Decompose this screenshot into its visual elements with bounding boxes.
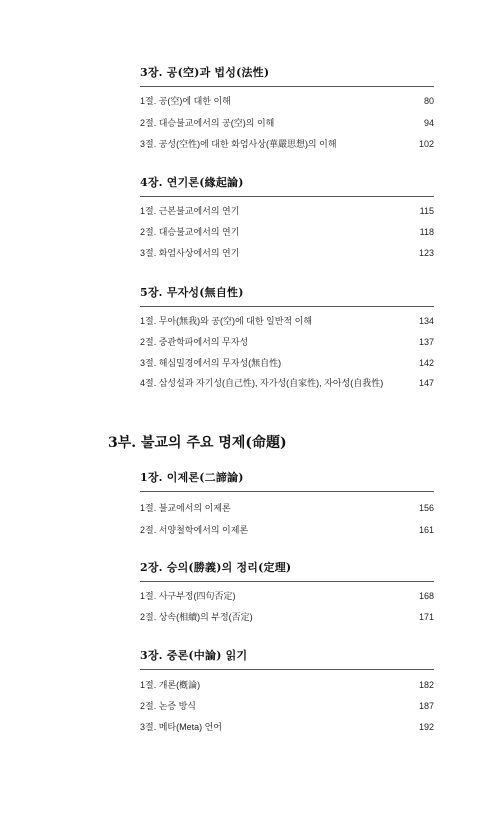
entry-title: 3절. 메타(Meta) 언어 <box>140 722 222 732</box>
chapter-title: 5장. 무자성(無自性) <box>140 286 244 299</box>
entry-title: 2절. 논증 방식 <box>140 701 196 711</box>
entry-page: 161 <box>418 525 434 535</box>
entry-page: 147 <box>418 378 434 388</box>
entry-title: 3절. 해심밀경에서의 무자성(無自性) <box>140 358 282 368</box>
chapter-title: 2장. 승의(勝義)의 정리(定理) <box>140 561 292 574</box>
entry-title: 1절. 근본불교에서의 연기 <box>140 206 240 216</box>
entry-title: 3절. 화엄사상에서의 연기 <box>140 248 240 258</box>
entry-title: 2절. 대승불교에서의 연기 <box>140 227 240 237</box>
entry-page: 118 <box>419 227 434 237</box>
entry-page: 192 <box>418 722 434 732</box>
chapter-title: 3장. 공(空)과 법성(法性) <box>140 66 270 79</box>
entry-title: 2절. 상속(相續)의 부정(否定) <box>140 612 253 622</box>
chapter-block <box>140 175 434 258</box>
entry-page: 102 <box>418 139 434 149</box>
chapter-block <box>140 285 434 388</box>
entry-title: 1절. 공(空)에 대한 이해 <box>140 96 231 106</box>
chapter-block <box>140 470 434 535</box>
entry-title: 1절. 개론(槪論) <box>140 680 201 690</box>
entry-title: 2절. 대승불교에서의 공(空)의 이해 <box>140 118 275 128</box>
entry-page: 80 <box>423 96 434 106</box>
entry-title: 4절. 삼성설과 자기성(自己性), 자가성(自家性), 자아성(自我性) <box>140 378 384 388</box>
chapter-divider <box>140 306 434 307</box>
entry-page: 94 <box>423 118 434 128</box>
entry-page: 137 <box>418 337 434 347</box>
entry-title: 1절. 불교에서의 이제론 <box>140 503 231 513</box>
chapter-title: 3장. 중론(中論) 읽기 <box>140 649 248 662</box>
chapter-divider <box>140 581 434 582</box>
chapter-divider <box>140 669 434 670</box>
chapter-block <box>140 560 434 622</box>
entry-page: 142 <box>418 358 434 368</box>
entry-title: 1절. 무아(無我)와 공(空)에 대한 일반적 이해 <box>140 316 313 326</box>
entry-page: 123 <box>418 248 434 258</box>
part-title: 3부. 불교의 주요 명제(命題) <box>108 435 287 451</box>
chapter-title: 1장. 이제론(二諦論) <box>140 471 244 484</box>
chapter-divider <box>140 86 434 87</box>
chapter-divider <box>140 196 434 197</box>
chapter-title: 4장. 연기론(緣起論) <box>140 176 244 189</box>
chapter-block <box>140 65 434 149</box>
entry-page: 134 <box>418 316 434 326</box>
entry-title: 3절. 공성(空性)에 대한 화엄사상(華嚴思想)의 이해 <box>140 139 337 149</box>
entry-page: 182 <box>418 680 434 690</box>
chapter-divider <box>140 491 434 492</box>
entry-page: 171 <box>418 612 434 622</box>
entry-page: 168 <box>418 591 434 601</box>
entry-page: 115 <box>419 206 434 216</box>
entry-page: 187 <box>418 701 434 711</box>
entry-page: 156 <box>418 503 434 513</box>
entry-title: 2절. 서양철학에서의 이제론 <box>140 525 249 535</box>
entry-title: 2절. 중관학파에서의 무자성 <box>140 337 249 347</box>
chapter-block <box>140 648 434 732</box>
entry-title: 1절. 사구부정(四句否定) <box>140 591 236 601</box>
